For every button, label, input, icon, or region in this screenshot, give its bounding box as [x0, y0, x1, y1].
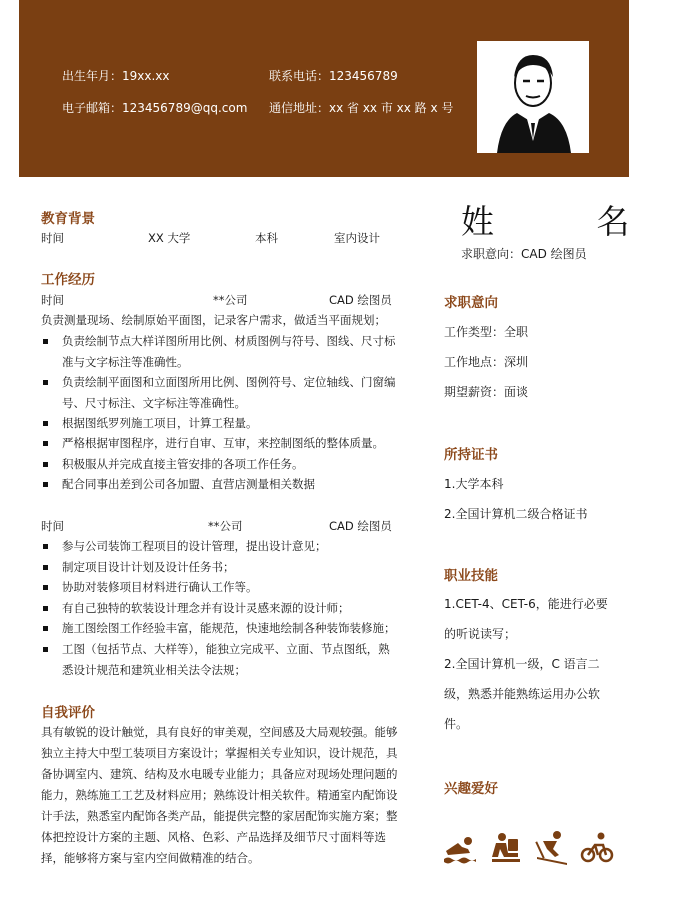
- cert-item: 2.全国计算机二级合格证书: [444, 507, 588, 521]
- avatar: [477, 41, 589, 153]
- cycling-icon: [579, 829, 615, 865]
- address: 通信地址：xx 省 xx 市 xx 路 x 号: [269, 101, 454, 115]
- job1-bullet: 负责绘制平面图和立面图所用比例、图例符号、定位轴线、门窗编号、尺寸标注、文字标注等准确性。: [41, 372, 401, 413]
- job1-bullet: 负责绘制节点大样详图所用比例、材质图例与符号、图线、尺寸标准与文字标注等准确性。: [41, 331, 401, 372]
- job2-bullet: 制定项目设计计划及设计任务书；: [41, 557, 401, 578]
- job2-bullet: 有自己独特的软装设计理念并有设计灵感来源的设计师；: [41, 598, 401, 619]
- skill-item: 1.CET-4、CET-6，能进行必要的听说读写；: [444, 597, 608, 641]
- edu-time: 时间: [41, 231, 64, 245]
- job2-bullet: 工图（包括节点、大样等），能独立完成平、立面、节点图纸，熟悉设计规范和建筑业相关法令法规；: [41, 639, 401, 680]
- job2-bullet: 协助对装修项目材料进行确认工作等。: [41, 577, 401, 598]
- job2-bullet: 施工图绘图工作经验丰富，能规范，快速地绘制各种装饰装修施；: [41, 618, 401, 639]
- intent-salary: 期望薪资：面谈: [444, 385, 529, 399]
- intent-type: 工作类型：全职: [444, 325, 529, 339]
- cert-item: 1.大学本科: [444, 477, 504, 491]
- job2-role: CAD 绘图员: [329, 519, 392, 533]
- edu-major: 室内设计: [334, 231, 380, 245]
- job1-bullet: 配合同事出差到公司各加盟、直营店测量相关数据: [41, 474, 401, 495]
- self-eval-title: 自我评价: [41, 705, 95, 721]
- email: 电子邮箱：123456789@qq.com: [62, 101, 248, 115]
- work-title: 工作经历: [41, 272, 95, 288]
- job1-time: 时间: [41, 293, 64, 307]
- phone: 联系电话：123456789: [269, 69, 398, 83]
- reading-icon: [488, 829, 524, 865]
- job1-company: **公司: [213, 293, 248, 307]
- education-title: 教育背景: [41, 211, 95, 227]
- birth-date: 出生年月：19xx.xx: [62, 69, 170, 83]
- intent-title: 求职意向: [444, 295, 498, 311]
- job2-company: **公司: [208, 519, 243, 533]
- skills-title: 职业技能: [444, 568, 498, 584]
- skill-item: 2.全国计算机一级，C 语言二级，熟悉并能熟练运用办公软件。: [444, 657, 601, 731]
- intent-location: 工作地点：深圳: [444, 355, 529, 369]
- swimming-icon: [442, 829, 478, 865]
- edu-school: XX 大学: [148, 231, 191, 245]
- skiing-icon: [533, 829, 569, 865]
- job1-bullet: 积极服从并完成直接主管安排的各项工作任务。: [41, 454, 401, 475]
- candidate-name: 姓 名: [461, 202, 676, 241]
- hobbies-title: 兴趣爱好: [444, 781, 498, 797]
- job1-bullet: 根据图纸罗列施工项目，计算工程量。: [41, 413, 401, 434]
- job2-time: 时间: [41, 519, 64, 533]
- self-eval-text: 具有敏锐的设计触觉，具有良好的审美观，空间感及大局观较强。能够独立主持大中型工装项目方案设计；掌握相关专业知识，设计规范，具备协调室内、建筑、结构及水电暖专业能力；具备应对现场处理问题的能力，熟练施工工艺及材料应用；熟练设计相关软件。精通室内配饰设计手法，熟悉室内配饰各类产品，能提供完整的家居配饰实施方案；整体把控设计方案的主题、风格、色彩、产品选择及细节尺寸面料等选择，能够将方案与室内空间做精准的结合。: [41, 725, 398, 865]
- job1-summary: 负责测量现场、绘制原始平面图，记录客户需求，做适当平面规划；: [41, 313, 386, 327]
- edu-degree: 本科: [255, 231, 278, 245]
- job2-bullet: 参与公司装饰工程项目的设计管理，提出设计意见；: [41, 536, 401, 557]
- job1-bullet: 严格根据审图程序，进行自审、互审，来控制图纸的整体质量。: [41, 433, 401, 454]
- objective-line: 求职意向：CAD 绘图员: [461, 247, 587, 261]
- certs-title: 所持证书: [444, 447, 498, 463]
- job1-role: CAD 绘图员: [329, 293, 392, 307]
